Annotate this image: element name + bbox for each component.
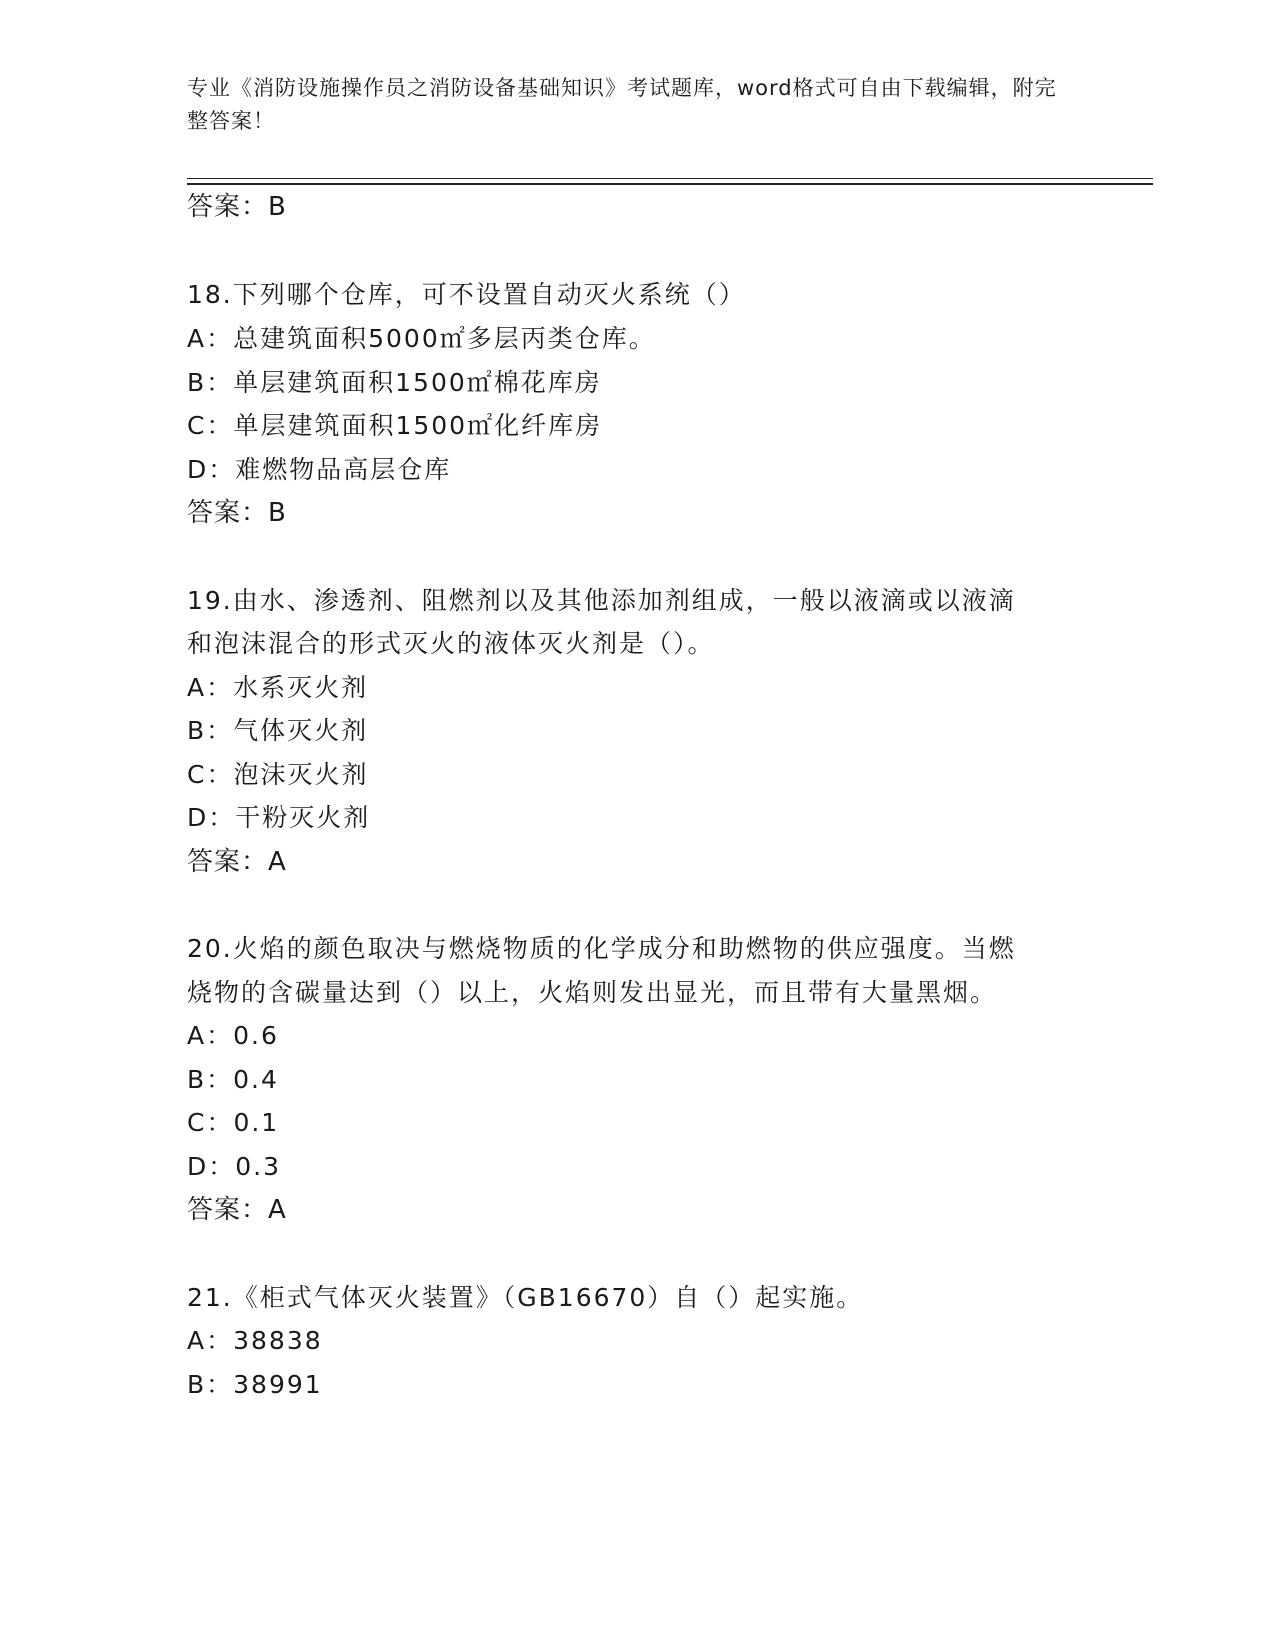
answer-20: 答案：A bbox=[187, 1195, 287, 1225]
question-19-option-b: B：气体灭火剂 bbox=[187, 716, 369, 745]
answer-17: 答案：B bbox=[187, 192, 287, 222]
question-19-stem-line2: 和泡沫混合的形式灭火的液体灭火剂是（）。 bbox=[187, 629, 715, 658]
question-18-option-d: D：难燃物品高层仓库 bbox=[187, 455, 452, 484]
question-20-option-c: C：0.1 bbox=[187, 1108, 280, 1137]
question-20-option-a: A：0.6 bbox=[187, 1021, 279, 1050]
question-20-stem-line1: 20.火焰的颜色取决与燃烧物质的化学成分和助燃物的供应强度。当燃 bbox=[187, 934, 1016, 963]
question-21-option-a: A：38838 bbox=[187, 1326, 323, 1355]
question-21-stem: 21.《柜式气体灭火装置》（GB16670）自（）起实施。 bbox=[187, 1283, 864, 1312]
question-20-option-d: D：0.3 bbox=[187, 1152, 282, 1181]
question-19-option-a: A：水系灭火剂 bbox=[187, 673, 369, 702]
question-20-option-b: B：0.4 bbox=[187, 1065, 279, 1094]
question-18-option-b: B：单层建筑面积1500㎡棉花库房 bbox=[187, 368, 602, 397]
answer-19: 答案：A bbox=[187, 847, 287, 877]
question-18-option-c: C：单层建筑面积1500㎡化纤库房 bbox=[187, 411, 603, 440]
question-19-stem-line1: 19.由水、渗透剂、阻燃剂以及其他添加剂组成，一般以液滴或以液滴 bbox=[187, 586, 1016, 615]
question-19-option-c: C：泡沫灭火剂 bbox=[187, 760, 369, 789]
document-header: 专业《消防设施操作员之消防设备基础知识》考试题库，word格式可自由下载编辑，附完整答案！ bbox=[187, 76, 1057, 133]
question-20-stem-line2: 烧物的含碳量达到（）以上，火焰则发出显光，而且带有大量黑烟。 bbox=[187, 978, 998, 1007]
answer-18: 答案：B bbox=[187, 498, 287, 528]
header-rule-thin bbox=[187, 178, 1153, 179]
question-18-option-a: A：总建筑面积5000㎡多层丙类仓库。 bbox=[187, 324, 656, 353]
question-21-option-b: B：38991 bbox=[187, 1370, 323, 1399]
question-19-option-d: D：干粉灭火剂 bbox=[187, 803, 371, 832]
header-rule-thick bbox=[187, 183, 1153, 185]
question-18-stem: 18.下列哪个仓库，可不设置自动灭火系统（） bbox=[187, 280, 746, 309]
